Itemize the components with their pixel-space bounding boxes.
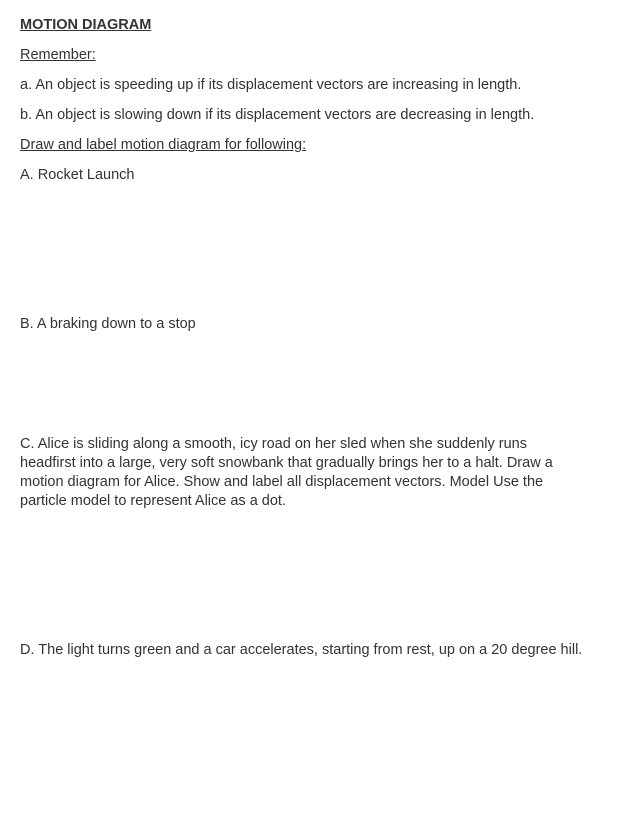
question-c bbox=[20, 435, 580, 511]
question-c-line: particle model to represent Alice as a dot. bbox=[20, 493, 286, 509]
question-c-line: C. Alice is sliding along a smooth, icy road on her sled when she suddenly runs bbox=[20, 436, 527, 452]
document-title: MOTION DIAGRAM bbox=[20, 17, 152, 33]
question-b: B. A braking down to a stop bbox=[20, 316, 196, 332]
instruction-text: Draw and label motion diagram for following: bbox=[20, 137, 307, 153]
rule-speeding-up: a. An object is speeding up if its displacement vectors are increasing in length. bbox=[20, 77, 522, 93]
rule-slowing-down: b. An object is slowing down if its displacement vectors are decreasing in length. bbox=[20, 107, 535, 123]
question-c-line: motion diagram for Alice. Show and label all displacement vectors. Model Use the bbox=[20, 474, 544, 490]
question-a: A. Rocket Launch bbox=[20, 167, 135, 183]
remember-heading: Remember: bbox=[20, 47, 96, 63]
question-d: D. The light turns green and a car accelerates, starting from rest, up on a 20 degree hill. bbox=[20, 642, 583, 658]
question-c-line: headfirst into a large, very soft snowbank that gradually brings her to a halt. Draw a bbox=[20, 455, 553, 471]
